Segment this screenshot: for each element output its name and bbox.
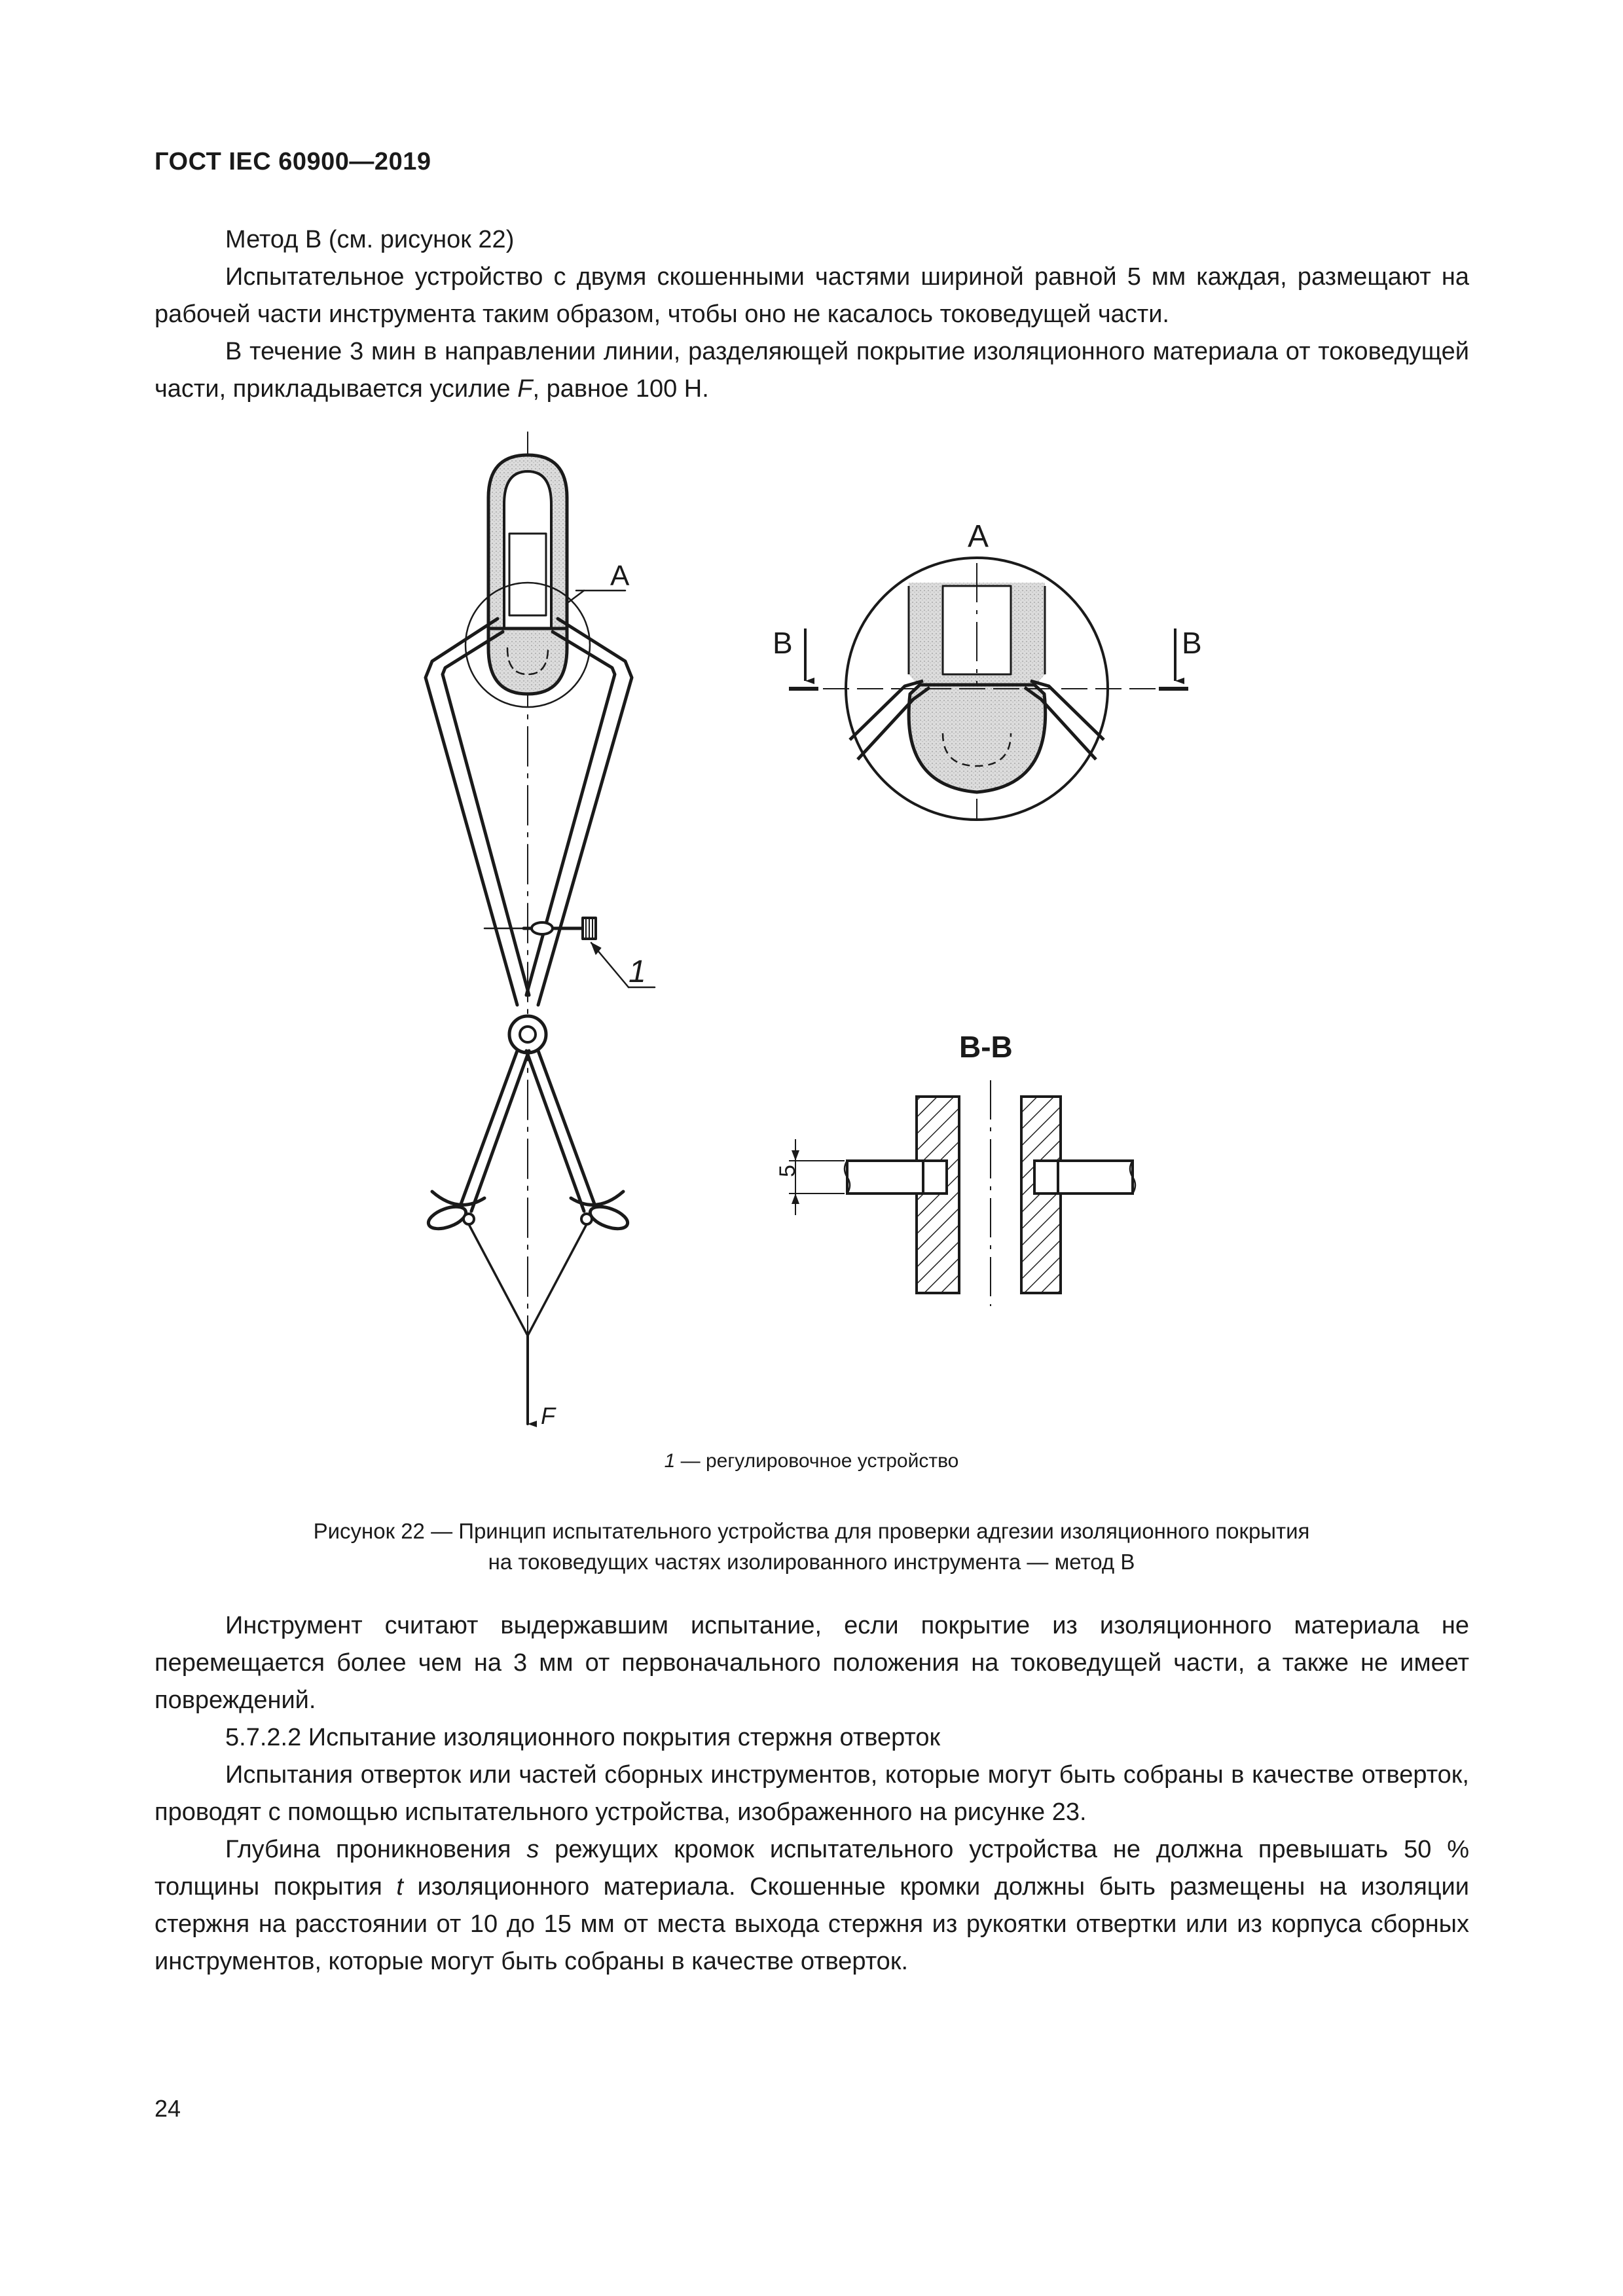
- section-bb-drawing: [789, 1080, 1135, 1306]
- figure-caption: [0, 1516, 1623, 1577]
- label-section-bb: B-B: [959, 1030, 1013, 1064]
- label-b-left: B: [773, 626, 793, 660]
- label-force: F: [541, 1402, 555, 1429]
- label-b-right: B: [1182, 626, 1202, 660]
- page-number: 24: [155, 2095, 181, 2122]
- paragraph: Инструмент считают выдержавшим испытание, если покрытие из изоляционного материала не перемещается более чем на 3 мм от первоначального положения на токоведущей части, а также не имеет повреждений.: [155, 1612, 1469, 1714]
- detail-a-drawing: [789, 558, 1188, 820]
- bottom-text-block: [155, 1607, 1469, 1980]
- label-item-1: 1: [629, 955, 646, 989]
- figure-legend: 1 — регулировочное устройство: [664, 1450, 959, 1472]
- section-heading: 5.7.2.2 Испытание изоляционного покрытия стержня отверток: [225, 1724, 941, 1751]
- caption-line: на токоведущих частях изолированного инструмента — метод В: [488, 1550, 1135, 1574]
- tongs-drawing: [426, 432, 655, 1424]
- paragraph: Испытания отверток или частей сборных инструментов, которые могут быть собраны в качестве отверток, проводят с помощью испытательного устройства, изображенного на рисунке 23.: [155, 1761, 1469, 1826]
- label-a-main: A: [610, 560, 630, 592]
- top-text-block: [155, 221, 1469, 408]
- dimension-5: 5: [775, 1165, 800, 1177]
- label-a-detail: A: [968, 519, 989, 554]
- caption-line: Рисунок 22 — Принцип испытательного устройства для проверки адгезии изоляционного покрытия: [313, 1519, 1310, 1543]
- method-title: Метод В (см. рисунок 22): [225, 226, 515, 253]
- paragraph: Глубина проникновения s режущих кромок испытательного устройства не должна превышать 50 % толщины покрытия t изоляционного материала. Скошенные кромки должны быть размещены на изоляции стержня на расстоянии от 10 до 15 мм от места выхода стержня из рукоятки отвертки или из корпуса сборных инструментов, которые могут быть собраны в качестве отверток.: [155, 1836, 1470, 1975]
- force-symbol: F: [517, 375, 533, 403]
- page-header: ГОСТ IEC 60900—2019: [155, 148, 431, 175]
- paragraph: В течение 3 мин в направлении линии, разделяющей покрытие изоляционного материала от токоведущей части, прикладывается усилие F, равное 100 Н.: [155, 338, 1469, 403]
- paragraph: Испытательное устройство с двумя скошенными частями шириной равной 5 мм каждая, размещают на рабочей части инструмента таким образом, чтобы оно не касалось токоведущей части.: [155, 263, 1469, 328]
